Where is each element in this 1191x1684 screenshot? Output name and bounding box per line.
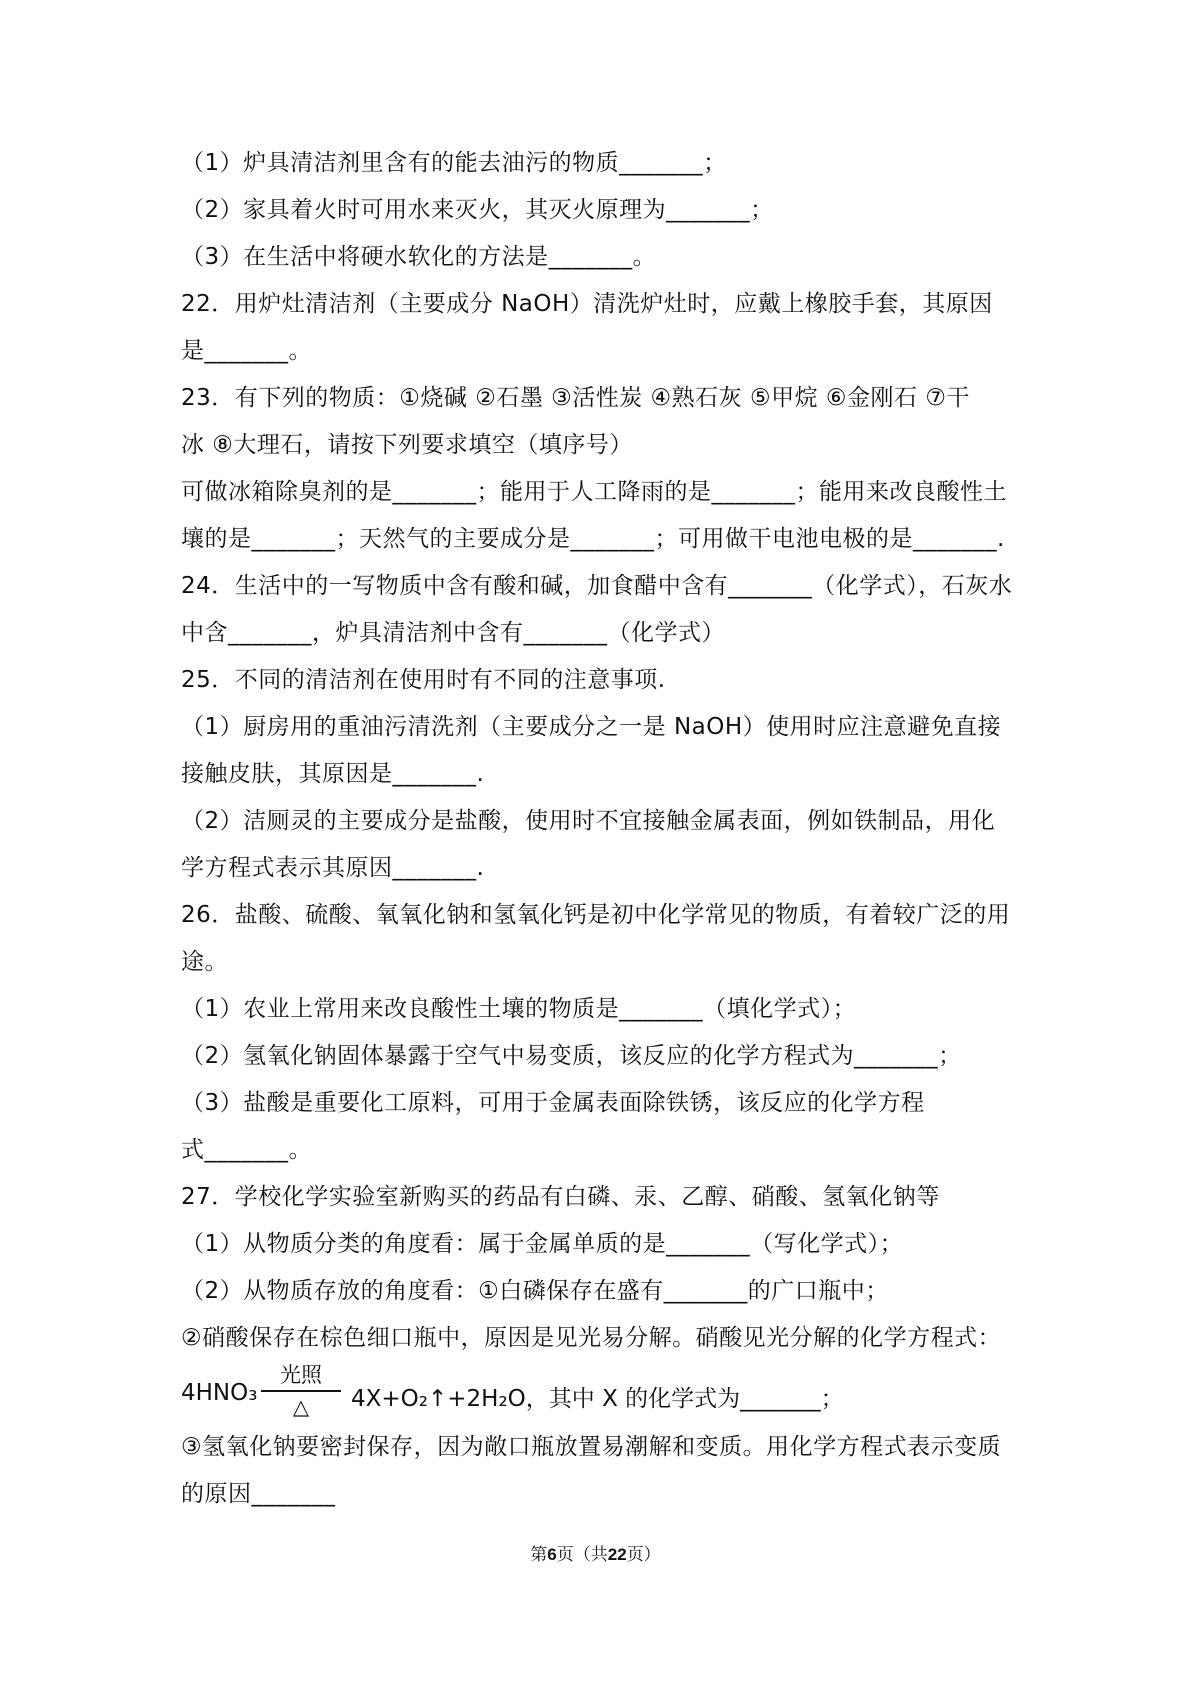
text-line: （2）家具着火时可用水来灭火，其灭火原理为_______； xyxy=(181,197,774,223)
text-line: （2）洁厕灵的主要成分是盐酸，使用时不宜接触金属表面，例如铁制品，用化 xyxy=(181,808,996,834)
equation-reactant: 4HNO₃ xyxy=(181,1380,258,1406)
text-line: 可做冰箱除臭剂的是_______；能用于人工降雨的是_______；能用来改良酸性土 xyxy=(181,479,1007,505)
text-line: （2）从物质存放的角度看：①白磷保存在盛有_______的广口瓶中； xyxy=(181,1278,889,1304)
text-line: 学方程式表示其原因_______. xyxy=(181,855,485,881)
document-body xyxy=(181,140,1021,1518)
question-23: 23．有下列的物质：①烧碱 ②石墨 ③活性炭 ④熟石灰 ⑤甲烷 ⑥金刚石 ⑦干 xyxy=(181,385,970,411)
text-line: 冰 ⑧大理石，请按下列要求填空（填序号） xyxy=(181,432,633,458)
footer-middle: 页（共 xyxy=(556,1545,608,1565)
text-block xyxy=(181,140,1021,1362)
text-line: （3）盐酸是重要化工原料，可用于金属表面除铁锈，该反应的化学方程 xyxy=(181,1090,925,1116)
footer-suffix: 页） xyxy=(626,1545,661,1565)
text-line: （3）在生活中将硬水软化的方法是_______。 xyxy=(181,244,657,270)
reaction-condition xyxy=(261,1362,341,1420)
text-line: ③氢氧化钠要密封保存，因为敞口瓶放置易潮解和变质。用化学方程式表示变质 xyxy=(181,1434,1002,1460)
text-line: （1）炉具清洁剂里含有的能去油污的物质_______； xyxy=(181,150,727,176)
chemical-equation xyxy=(181,1362,1021,1424)
page-total: 22 xyxy=(607,1545,627,1564)
text-line: 式_______。 xyxy=(181,1137,312,1163)
footer-prefix: 第 xyxy=(530,1545,548,1565)
text-line: （1）从物质分类的角度看：属于金属单质的是_______（写化学式）； xyxy=(181,1231,904,1257)
text-line: 是_______。 xyxy=(181,338,312,364)
equation-products: 4X+O₂↑+2H₂O，其中 X 的化学式为_______； xyxy=(351,1386,844,1412)
question-26: 26．盐酸、硫酸、氧氧化钠和氢氧化钙是初中化学常见的物质，有着较广泛的用 xyxy=(181,902,1011,928)
question-24: 24．生活中的一写物质中含有酸和碱，加食醋中含有_______（化学式），石灰水 xyxy=(181,573,1013,599)
question-22: 22．用炉灶清洁剂（主要成分 NaOH）清洗炉灶时，应戴上橡胶手套，其原因 xyxy=(181,291,993,317)
text-line: ②硝酸保存在棕色细口瓶中，原因是见光易分解。硝酸见光分解的化学方程式： xyxy=(181,1325,1002,1351)
text-line: （2）氢氧化钠固体暴露于空气中易变质，该反应的化学方程式为_______； xyxy=(181,1043,962,1069)
text-line: （1）农业上常用来改良酸性土壤的物质是_______（填化学式）； xyxy=(181,996,857,1022)
text-line: （1）厨房用的重油污清洗剂（主要成分之一是 NaOH）使用时应注意避免直接 xyxy=(181,714,1002,740)
question-25: 25．不同的清洁剂在使用时有不同的注意事项. xyxy=(181,667,666,693)
condition-heat: △ xyxy=(292,1395,310,1419)
text-line: 的原因_______ xyxy=(181,1481,336,1507)
equation-arrow-line xyxy=(261,1390,341,1392)
question-27: 27．学校化学实验室新购买的药品有白磷、汞、乙醇、硝酸、氢氧化钠等 xyxy=(181,1184,940,1210)
page-footer xyxy=(0,1540,1191,1565)
text-line: 壤的是_______；天然气的主要成分是_______；可用做干电池电极的是_______. xyxy=(181,526,1005,552)
text-line: 接触皮肤，其原因是_______. xyxy=(181,761,485,787)
page-number: 6 xyxy=(547,1545,557,1564)
condition-light: 光照 xyxy=(280,1363,322,1387)
text-line: 途。 xyxy=(181,949,228,975)
text-line: 中含_______，炉具清洁剂中含有_______（化学式） xyxy=(181,620,725,646)
